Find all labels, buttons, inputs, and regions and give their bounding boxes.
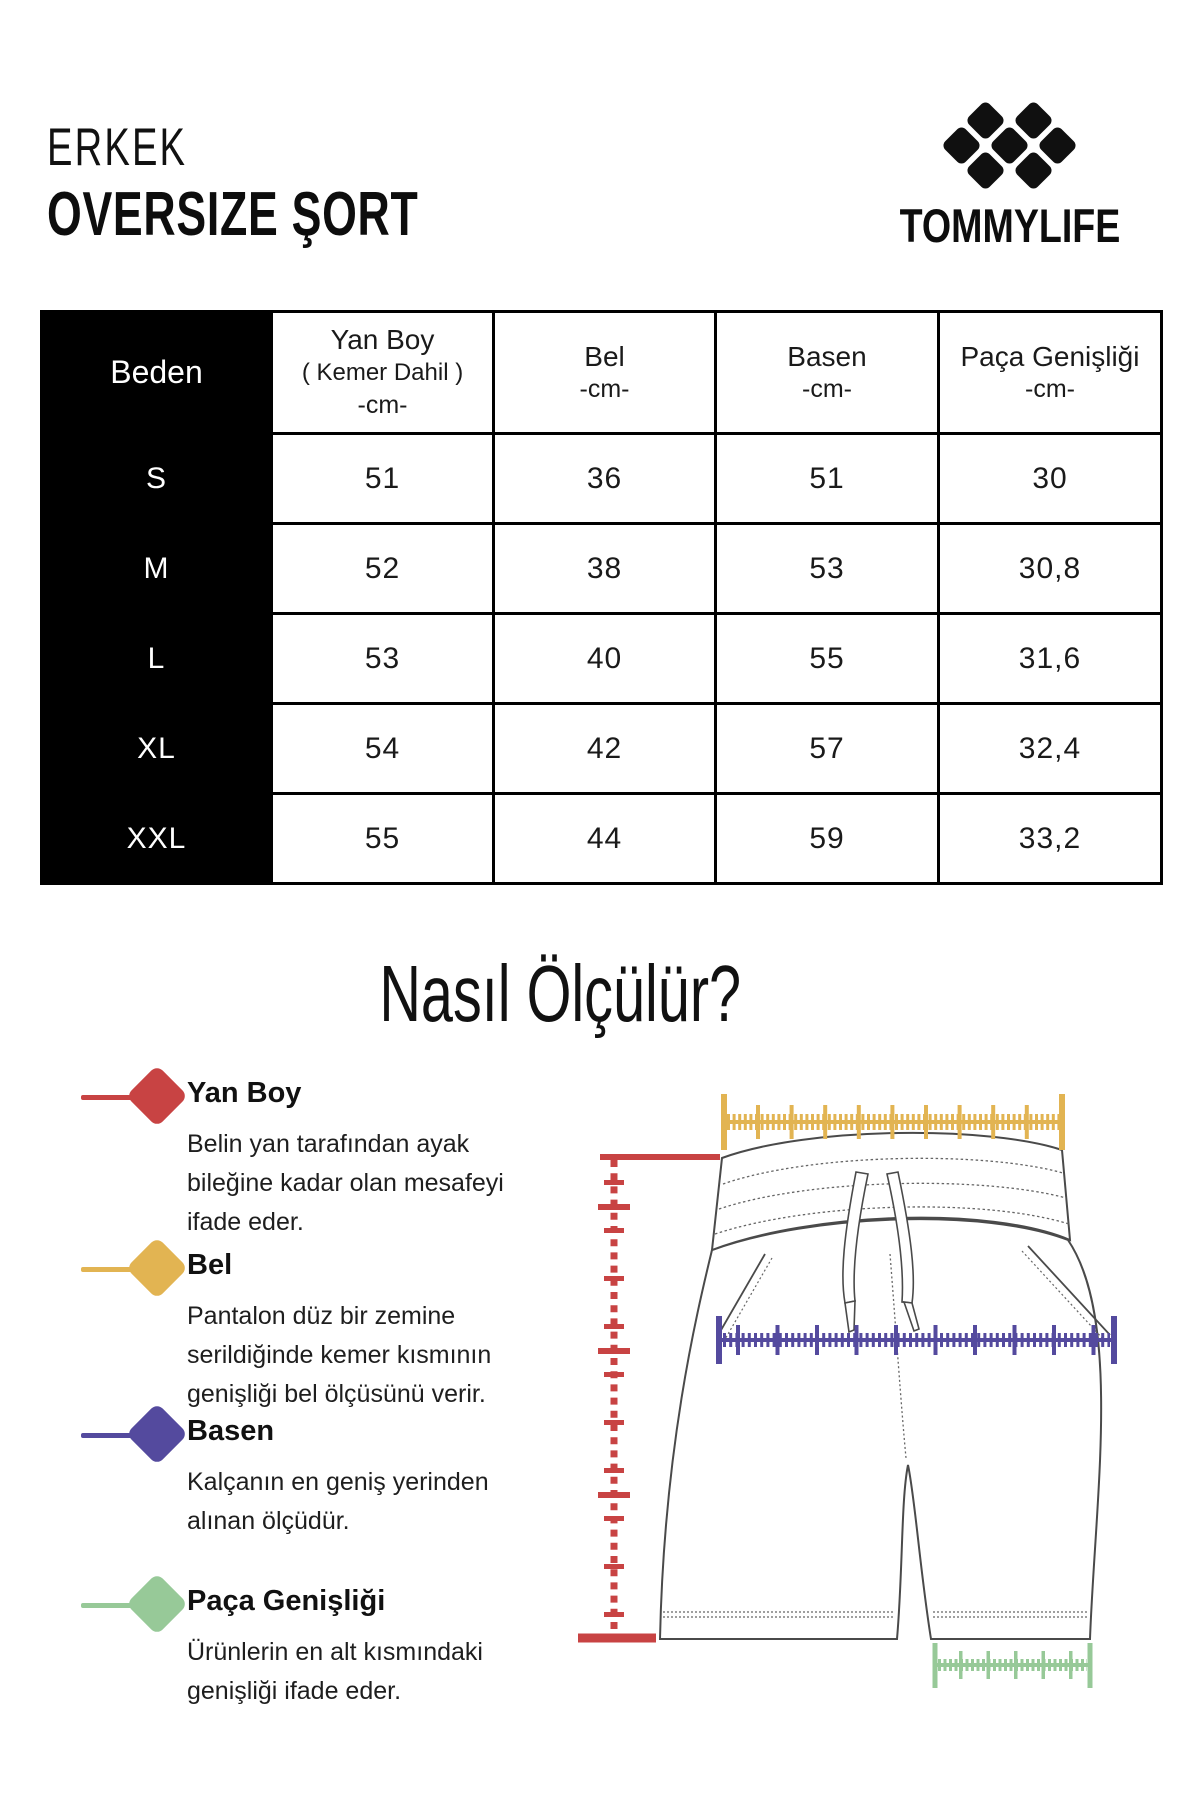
basen-diamond-icon <box>75 1408 187 1466</box>
column-header-basen <box>716 312 939 434</box>
cell-paca: 30,8 <box>939 524 1162 614</box>
cell-yan-boy: 52 <box>272 524 494 614</box>
table-row-xxl <box>42 794 1162 884</box>
table-header-row <box>42 312 1162 434</box>
size-label: S <box>42 434 272 524</box>
column-header-yan-boy <box>272 312 494 434</box>
size-table <box>40 310 1160 885</box>
column-unit: -cm- <box>579 374 630 403</box>
measure-item-title: Basen <box>187 1415 275 1447</box>
table-row-m <box>42 524 1162 614</box>
measure-item-description: Pantalon düz bir zemine serildiğinde kemer kısmının genişliği bel ölçüsünü verir. <box>187 1302 492 1408</box>
connector-line <box>81 1603 135 1608</box>
table-row-l <box>42 614 1162 704</box>
connector-line <box>81 1433 135 1438</box>
category-label: ERKEK <box>47 118 188 177</box>
size-label: L <box>42 614 272 704</box>
table-row-s <box>42 434 1162 524</box>
cell-bel: 40 <box>494 614 716 704</box>
connector-line <box>81 1095 135 1100</box>
measure-item-description: Belin yan tarafından ayak bileğine kadar olan mesafeyi ifade eder. <box>187 1130 504 1236</box>
measure-item-title: Paça Genişliği <box>187 1585 386 1617</box>
cell-bel: 36 <box>494 434 716 524</box>
diamond-icon <box>126 1065 188 1127</box>
cell-bel: 38 <box>494 524 716 614</box>
measure-item-yan-boy <box>75 1070 545 1242</box>
brand-logo-diamond-icon <box>942 98 1076 188</box>
cell-basen: 55 <box>716 614 939 704</box>
column-subtitle: ( Kemer Dahil ) <box>301 359 464 386</box>
cell-basen: 59 <box>716 794 939 884</box>
column-title: Paça Genişliği <box>960 340 1140 372</box>
measure-item-description: Kalçanın en geniş yerinden alınan ölçüdür. <box>187 1468 489 1535</box>
yan-boy-diamond-icon <box>75 1070 187 1128</box>
column-header-bel <box>494 312 716 434</box>
column-title: Yan Boy <box>330 324 435 355</box>
brand-name: TOMMYLIFE <box>899 199 1121 252</box>
size-label: M <box>42 524 272 614</box>
cell-yan-boy: 55 <box>272 794 494 884</box>
measure-item-bel <box>75 1242 545 1414</box>
cell-bel: 42 <box>494 704 716 794</box>
column-unit: -cm- <box>1025 374 1075 403</box>
diamond-icon <box>126 1403 188 1465</box>
size-label: XXL <box>42 794 272 884</box>
cell-basen: 51 <box>716 434 939 524</box>
shorts-technical-drawing <box>540 1060 1180 1720</box>
cell-basen: 57 <box>716 704 939 794</box>
paca-genisligi-ruler <box>935 1643 1090 1688</box>
cell-bel: 44 <box>494 794 716 884</box>
measure-section-title: Nasıl Ölçülür? <box>379 949 741 1038</box>
cell-yan-boy: 53 <box>272 614 494 704</box>
table-row-xl <box>42 704 1162 794</box>
cell-paca: 30 <box>939 434 1162 524</box>
cell-paca: 32,4 <box>939 704 1162 794</box>
cell-paca: 33,2 <box>939 794 1162 884</box>
shorts-outline <box>660 1133 1110 1639</box>
measure-item-paca-genisligi <box>75 1578 545 1711</box>
column-header-beden: Beden <box>42 312 272 434</box>
cell-yan-boy: 54 <box>272 704 494 794</box>
bel-diamond-icon <box>75 1242 187 1300</box>
connector-line <box>81 1267 135 1272</box>
size-label: XL <box>42 704 272 794</box>
measure-item-basen <box>75 1408 545 1541</box>
measure-item-title: Yan Boy <box>187 1077 302 1109</box>
product-title: OVERSIZE ŞORT <box>47 180 419 249</box>
column-unit: -cm- <box>802 374 852 403</box>
cell-basen: 53 <box>716 524 939 614</box>
diamond-icon <box>126 1573 188 1635</box>
paca-diamond-icon <box>75 1578 187 1636</box>
column-title: Bel <box>584 340 625 372</box>
measure-item-title: Bel <box>187 1249 233 1281</box>
cell-yan-boy: 51 <box>272 434 494 524</box>
column-unit: -cm- <box>357 391 408 419</box>
measure-item-description: Ürünlerin en alt kısmındaki genişliği ifade eder. <box>187 1638 483 1705</box>
diamond-icon <box>126 1237 188 1299</box>
column-header-paca-genisligi <box>939 312 1162 434</box>
cell-paca: 31,6 <box>939 614 1162 704</box>
column-title: Basen <box>787 340 867 372</box>
